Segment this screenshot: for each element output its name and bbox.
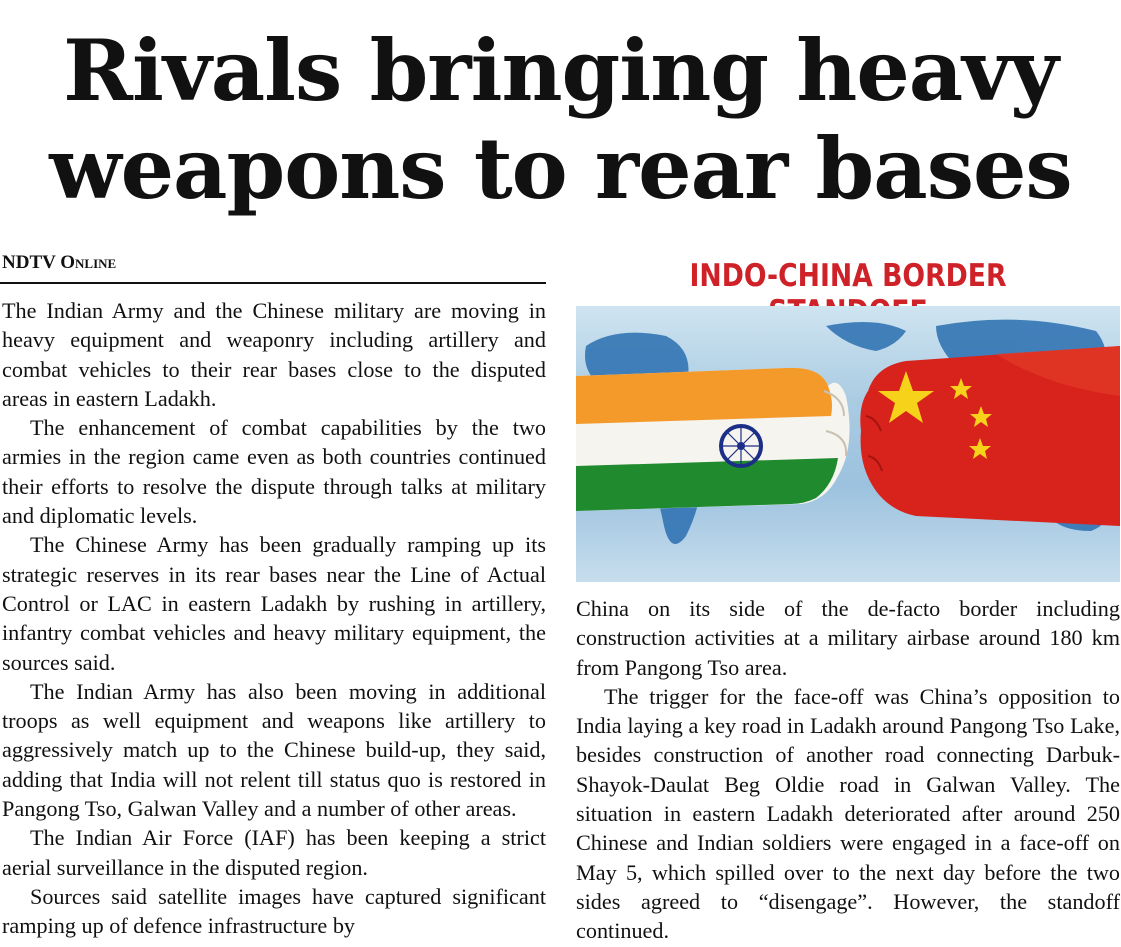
china-flag-fist-icon [860, 346, 1120, 526]
paragraph-6: Sources said satellite images have captured significant ramping up of defence infrastructure by [2, 883, 546, 939]
paragraph-1: The Indian Army and the Chinese military are moving in heavy equipment and weaponry including artillery and combat vehicles to their rear bases close to the disputed areas in eastern Ladakh. [2, 298, 546, 411]
headline-line-1: Rivals bringing heavy [63, 21, 1058, 120]
paragraph-5: The Indian Air Force (IAF) has been keeping a strict aerial surveillance in the disputed region. [2, 825, 546, 880]
paragraph-3: The Chinese Army has been gradually ramping up its strategic reserves in its rear bases near the Line of Actual Control or LAC in eastern Ladakh by rushing in artillery, infantry combat vehicles and heavy military equipment, the sources said. [2, 532, 546, 675]
headline-line-2: weapons to rear bases [49, 119, 1072, 218]
article-left-column [2, 296, 546, 941]
india-flag-fist-icon [576, 368, 850, 511]
photo-kicker: INDO-CHINA BORDER [689, 258, 1007, 294]
paragraph-7: China on its side of the de-facto border including construction activities at a military airbase around 180 km from Pangong Tso area. [576, 596, 1120, 680]
article-photo [576, 306, 1120, 582]
headline [0, 0, 1121, 218]
paragraph-2: The enhancement of combat capabilities by the two armies in the region came even as both countries continued their efforts to resolve the dispute through talks at military and diplomatic levels. [2, 415, 546, 529]
byline-rule [0, 282, 546, 284]
byline: NDTV Online [2, 252, 117, 273]
paragraph-8: The trigger for the face-off was China’s opposition to India laying a key road in Ladakh around Pangong Tso Lake, besides construction of another road connecting Darbuk-Shayok-Daulat Beg Oldie road in Galwan Valley. The situation in eastern Ladakh deteriorated after around 250 Chinese and Indian soldiers were engaged in a face-off on May 5, which spilled over to the next day before the two sides agreed to “disengage”. However, the standoff continued. [576, 683, 1120, 944]
article-right-column [576, 594, 1120, 946]
world-map-icon [576, 306, 1120, 582]
paragraph-4: The Indian Army has also been moving in additional troops as well equipment and weapons like artillery to aggressively match up to the Chinese build-up, they said, adding that India will not relent till status quo is restored in Pangong Tso, Galwan Valley and a number of other areas. [2, 678, 546, 822]
